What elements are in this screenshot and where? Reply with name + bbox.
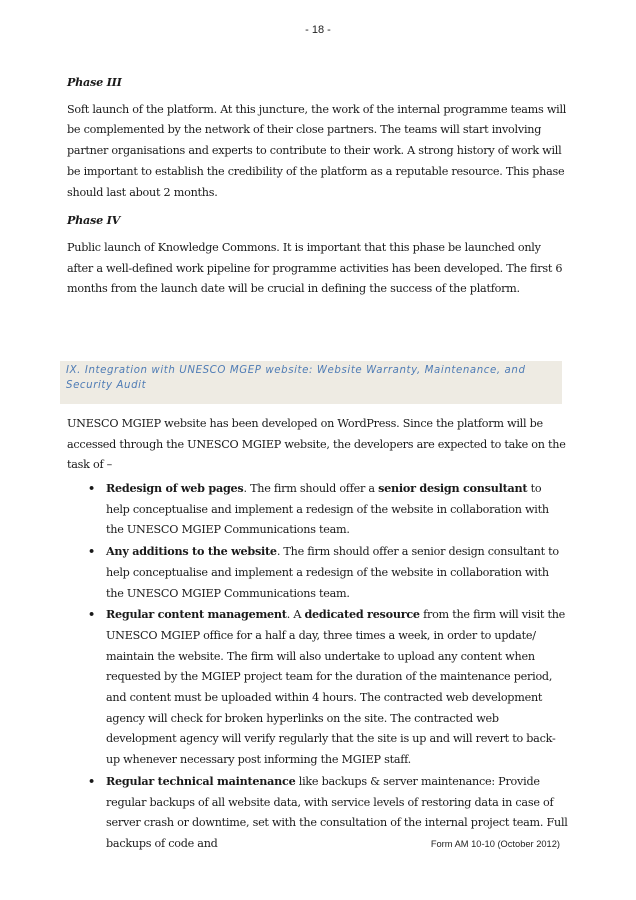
phase-iv-paragraph: Public launch of Knowledge Commons. It is important that this phase be launched only after a well-defined work pipeline for programme activities has been developed. The first 6 months from the launch date will be crucial in defining the success of the platform.	[67, 240, 563, 296]
list-item-text: to help conceptualise and implement a redesign of the website in collaboration with the UNESCO MGIEP Communications team.	[106, 482, 549, 537]
section-intro-paragraph: UNESCO MGIEP website has been developed on WordPress. Since the platform will be accessed through the UNESCO MGIEP website, the developers are expected to take on the task of –	[67, 417, 566, 472]
phase-iv-heading: Phase IV	[67, 213, 121, 228]
section-heading-box	[60, 361, 562, 404]
list-item-title: Any additions to the website	[106, 544, 277, 559]
phase-iii-heading: Phase III	[67, 75, 122, 89]
list-item-title: Regular technical maintenance	[106, 773, 296, 788]
list-item-text: like backups & server maintenance: Provide regular backups of all website data, with service levels of restoring data in case of server crash or downtime, set with the consultation of the internal project team. Full backups of code and	[106, 774, 568, 850]
bullet-icon: •	[88, 544, 95, 559]
list-item-redesign	[88, 478, 568, 541]
list-item-text: . The firm should offer a	[243, 482, 379, 495]
bullet-icon: •	[88, 773, 95, 788]
list-item-title: Regular content management	[106, 607, 287, 622]
task-list	[88, 478, 568, 855]
phases-section	[67, 72, 567, 307]
section-heading: IX. Integration with UNESCO MGEP website: Website Warranty, Maintenance, and Security Audit	[66, 365, 526, 391]
list-item-title: Redesign of web pages	[106, 481, 244, 495]
page-number: - 18 -	[305, 24, 331, 36]
phase-iii-paragraph: Soft launch of the platform. At this juncture, the work of the internal programme teams will be complemented by the network of their close partners. The teams will start involving partner organisations and experts to contribute to their work. A strong history of work will be important to establish the credibility of the platform as a reputable resource. This phase should last about 2 months.	[67, 102, 567, 199]
list-item-emphasis: dedicated resource	[304, 607, 420, 622]
bullet-icon: •	[88, 607, 95, 622]
list-item-text: . A	[286, 608, 305, 622]
list-item-additions	[88, 541, 568, 604]
list-item-text: . The firm should offer a senior design consultant to help conceptualise and implement a redesign of the website in collaboration with the UNESCO MGIEP Communications team.	[106, 545, 559, 600]
list-item-content-management	[88, 604, 568, 771]
form-footer: Form AM 10-10 (October 2012)	[430, 839, 560, 849]
list-item-text: from the firm will visit the UNESCO MGIEP office for a half a day, three times a week, in order to update/ maintain the website. The firm will also undertake to upload any content when requested by the MGIEP project team for the duration of the maintenance period, and content must be uploaded within 4 hours. The contracted web development agency will check for broken hyperlinks on the site. The contracted web development agency will verify regularly that the site is up and will revert to back-up whenever necessary post informing the MGIEP staff.	[106, 608, 566, 767]
list-item-emphasis: senior design consultant	[378, 481, 528, 495]
bullet-icon: •	[88, 481, 95, 495]
